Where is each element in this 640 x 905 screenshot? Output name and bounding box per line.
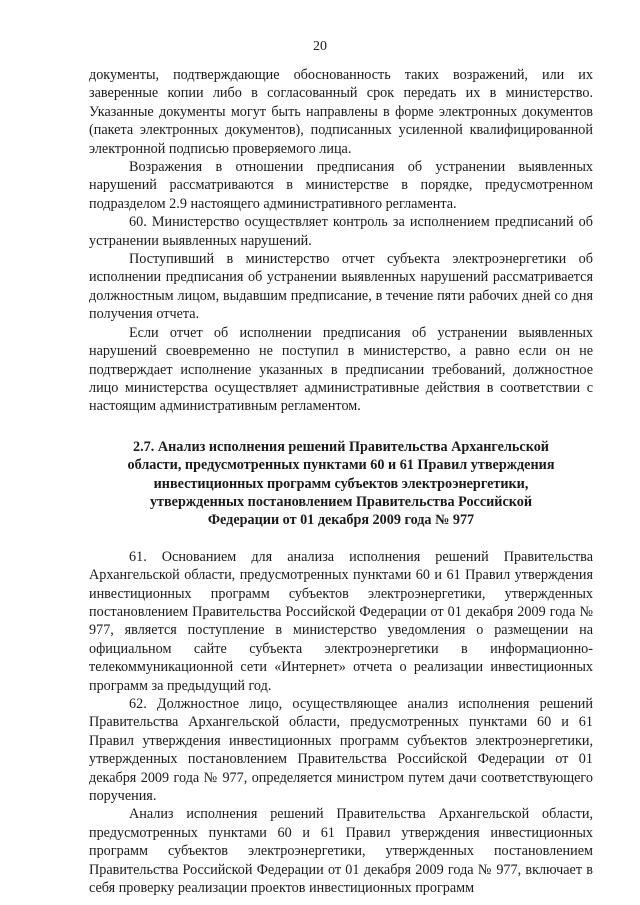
paragraph-item-60: 60. Министерство осуществляет контроль за исполнением предписаний об устранении выявленных нарушений. [89, 214, 593, 249]
paragraph-item-62: 62. Должностное лицо, осуществляющее анализ исполнения решений Правительства Архангельской области, предусмотренных пунктами 60 и 61 Правил утверждения инвестиционных программ субъектов электроэнергетики, утвержденных постановлением Правительства Российской Федерации от 01 декабря 2009 года № 977, определяется министром путем дачи соответствующего поручения. [89, 696, 593, 805]
paragraph-objections: Возражения в отношении предписания об устранении выявленных нарушений рассматриваются в министерстве в порядке, предусмотренном подразделом 2.9 настоящего административного регламента. [89, 159, 593, 212]
paragraph-continuation: документы, подтверждающие обоснованность таких возражений, или их заверенные копии либо в согласованный срок передать их в министерство. Указанные документы могут быть направлены в форме электронных документов (пакета электронных документов), подписанных усиленной квалифицированной электронной подписью проверяемого лица. [89, 67, 593, 157]
paragraph-report-missing: Если отчет об исполнении предписания об устранении выявленных нарушений своевременно не поступил в министерство, а равно если он не подтверждает исполнение указанных в предписании требований, должностное лицо министерства осуществляет административные действия в соответствии с настоящим административным регламентом. [89, 324, 593, 415]
paragraph-item-61: 61. Основанием для анализа исполнения решений Правительства Архангельской области, предусмотренных пунктами 60 и 61 Правил утверждения инвестиционных программ субъектов электроэнергетики, утвержденных постановлением Правительства Российской Федерации от 01 декабря 2009 года № 977, является поступление в министерство уведомления о размещении на официальном сайте субъекта электроэнергетики в информационно-телекоммуникационной сети «Интернет» отчета о реализации инвестиционных программ за предыдущий год. [89, 548, 593, 694]
page-number: 20 [313, 39, 327, 54]
paragraph-analysis-scope: Анализ исполнения решений Правительства Архангельской области, предусмотренных пунктами 60 и 61 Правил утверждения инвестиционных программ субъектов электроэнергетики, утвержденных постановлением Правительства Российской Федерации от 01 декабря 2009 года № 977, включает в себя проверку реализации проектов инвестиционных программ [89, 806, 593, 897]
paragraph-report-review: Поступивший в министерство отчет субъекта электроэнергетики об исполнении предписания об устранении выявленных нарушений рассматривается должностным лицом, выдавшим предписание, в течение пяти рабочих дней со дня получения отчета. [89, 251, 593, 323]
page-content [89, 66, 593, 897]
section-heading: 2.7. Анализ исполнения решений Правительства Архангельской области, предусмотренных пунктами 60 и 61 Правил утверждения инвестиционных программ субъектов электроэнергетики, утвержденных постановлением Правительства Российской Федерации от 01 декабря 2009 года № 977 [127, 438, 555, 529]
